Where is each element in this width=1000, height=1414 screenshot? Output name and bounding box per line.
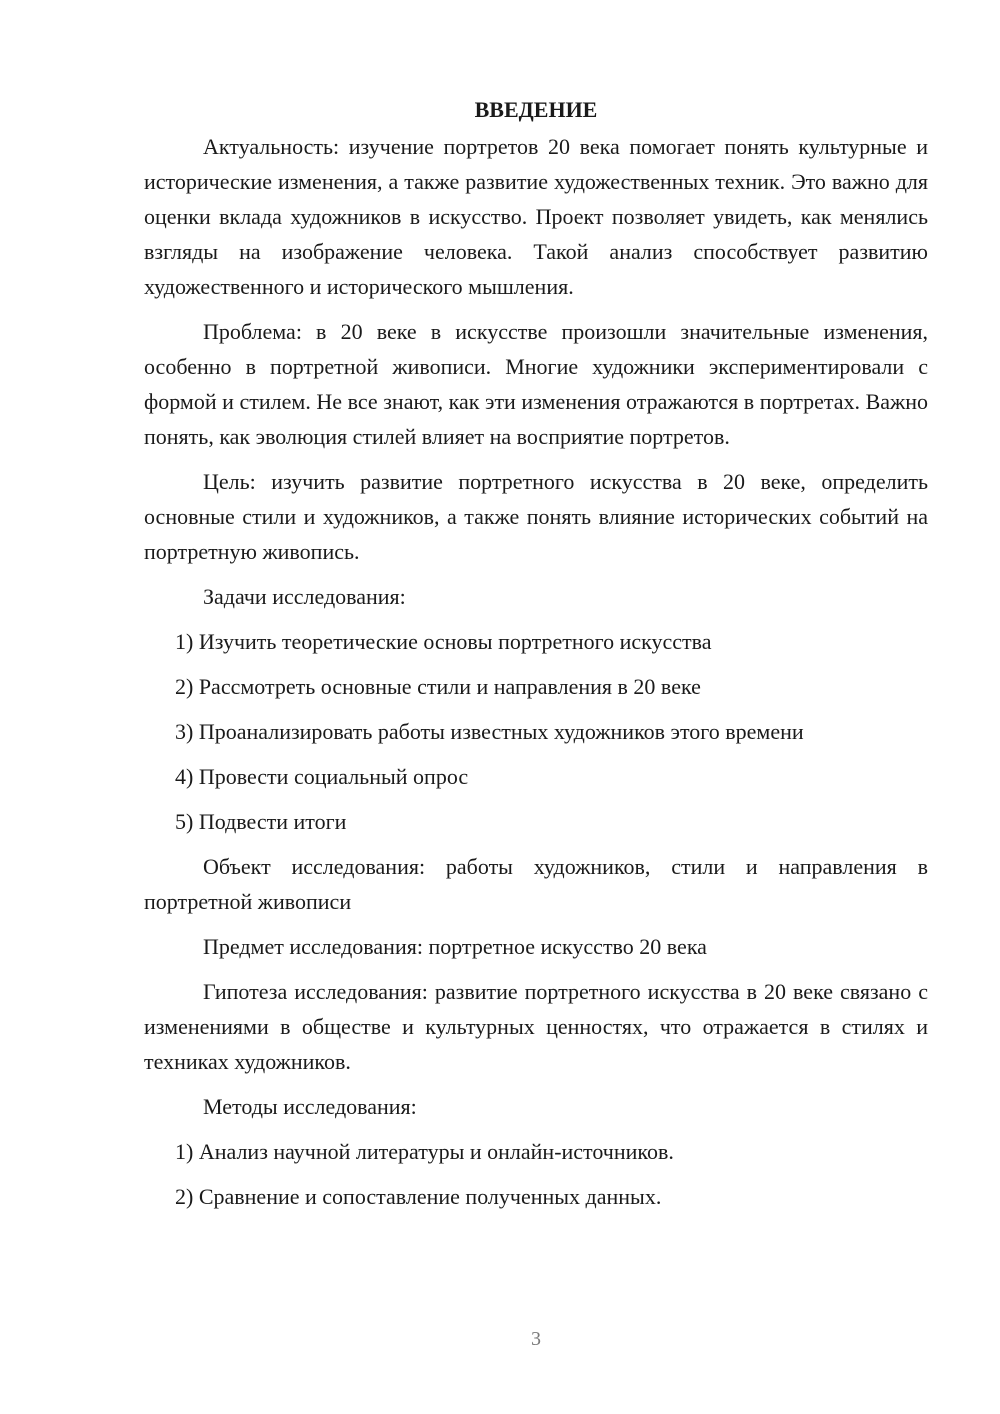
problem-paragraph: Проблема: в 20 веке в искусстве произошли значительные изменения, особенно в портретной живописи. Многие художники экспериментировали с формой и стилем. Не все знают, как эти изменения отражаются в портретах. Важно понять, как эволюция стилей влияет на восприятие портретов.: [144, 319, 928, 449]
tasks-list: [144, 624, 928, 839]
page-number: 3: [531, 1328, 541, 1350]
object-paragraph: Объект исследования: работы художников, стили и направления в портретной живописи: [144, 854, 928, 914]
methods-list: [144, 1134, 928, 1214]
methods-label: Методы исследования:: [203, 1094, 417, 1119]
list-item: 1) Анализ научной литературы и онлайн-источников.: [175, 1139, 674, 1164]
relevance-paragraph: Актуальность: изучение портретов 20 века помогает понять культурные и исторические изменения, а также развитие художественных техник. Это важно для оценки вклада художников в искусство. Проект позволяет увидеть, как менялись взгляды на изображение человека. Такой анализ способствует развитию художественного и исторического мышления.: [144, 134, 928, 299]
hypothesis-paragraph: Гипотеза исследования: развитие портретного искусства в 20 веке связано с изменениями в обществе и культурных ценностях, что отражается в стилях и техниках художников.: [144, 979, 928, 1074]
list-item: 2) Сравнение и сопоставление полученных данных.: [175, 1184, 662, 1209]
list-item: 1) Изучить теоретические основы портретного искусства: [175, 629, 712, 654]
list-item: 4) Провести социальный опрос: [175, 764, 469, 789]
tasks-label: Задачи исследования:: [203, 584, 406, 609]
document-page: [144, 92, 928, 1224]
list-item: 3) Проанализировать работы известных художников этого времени: [175, 719, 804, 744]
page-title: ВВЕДЕНИЕ: [474, 97, 598, 122]
subject-paragraph: Предмет исследования: портретное искусство 20 века: [203, 934, 707, 959]
goal-paragraph: Цель: изучить развитие портретного искусства в 20 веке, определить основные стили и художников, а также понять влияние исторических событий на портретную живопись.: [144, 469, 928, 564]
list-item: 5) Подвести итоги: [175, 809, 347, 834]
list-item: 2) Рассмотреть основные стили и направления в 20 веке: [175, 674, 701, 699]
